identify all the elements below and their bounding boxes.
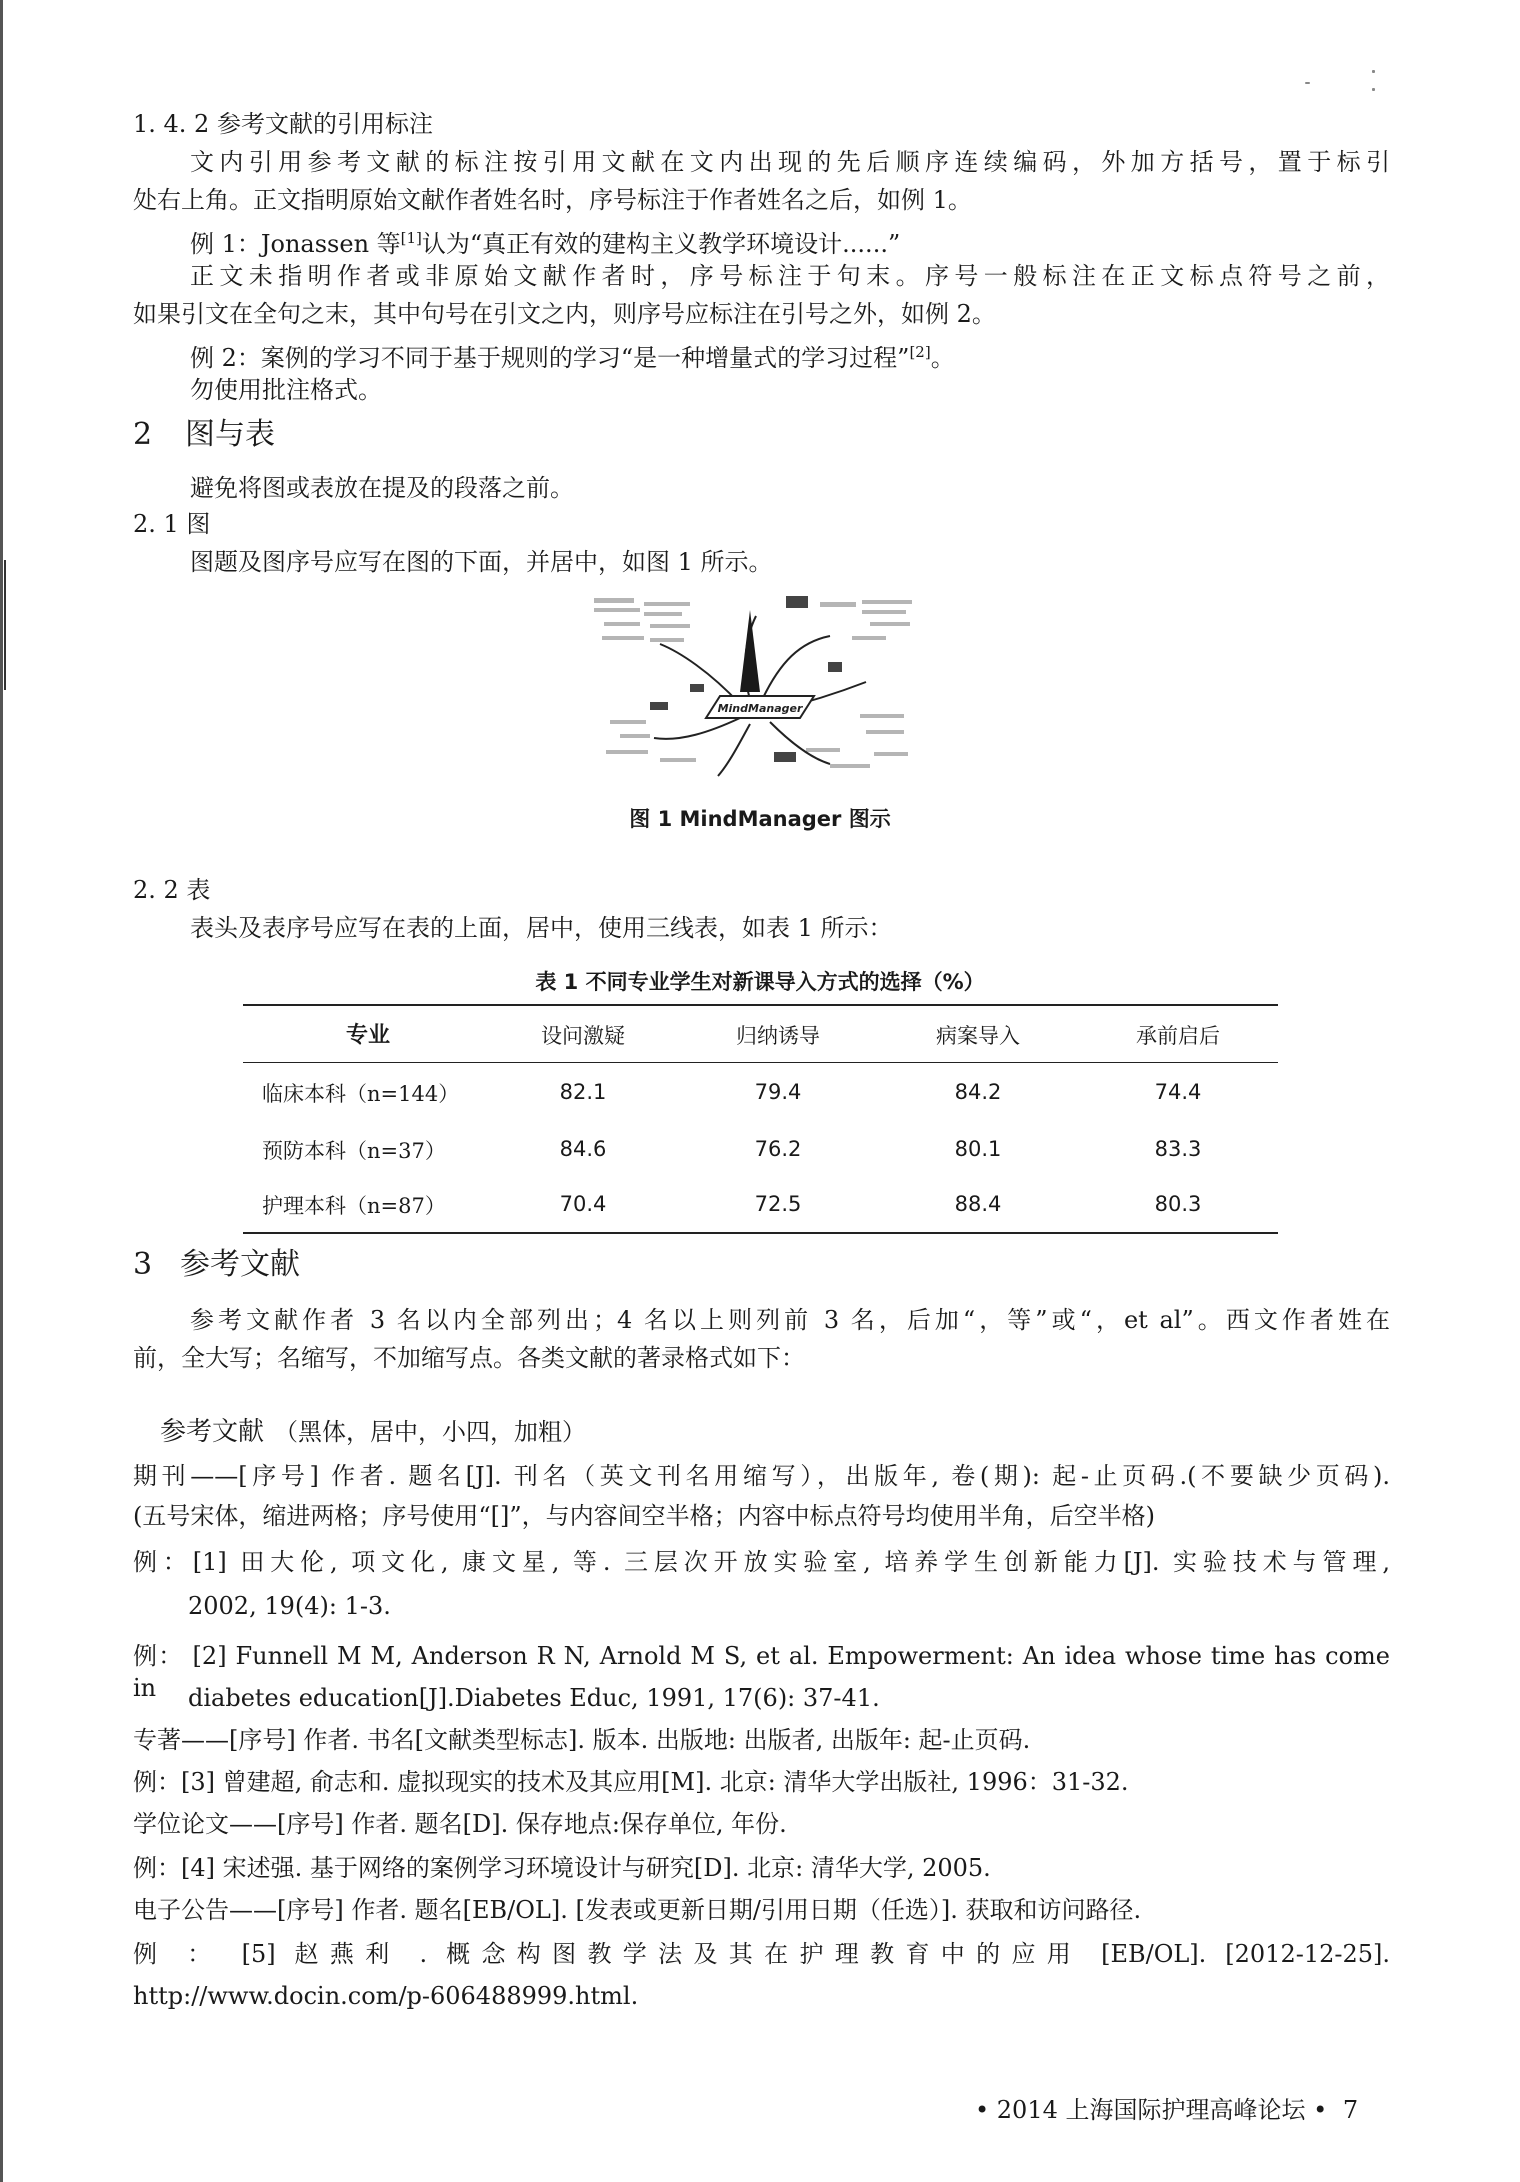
reference-example-3: 例：[3] 曾建超, 俞志和. 虚拟现实的技术及其应用[M]. 北京: 清华大学出版社, 1996：31-32. <box>133 1768 1129 1796</box>
section-heading-2-2: 2. 2 表 <box>133 876 211 904</box>
paragraph-line: 表头及表序号应写在表的上面，居中，使用三线表，如表 1 所示： <box>190 914 893 942</box>
figure-node <box>602 636 644 640</box>
figure-node <box>650 624 690 628</box>
paragraph-line: 如果引文在全句之末，其中句号在引文之内，则序号应标注在引号之外，如例 2。 <box>133 300 996 328</box>
paragraph-line: 正文未指明作者或非原始文献作者时，序号标注于句末。序号一般标注在正文标点符号之前， <box>190 262 1390 290</box>
mindmap-figure <box>590 592 920 782</box>
figure-icon <box>828 662 842 672</box>
figure-node <box>594 598 634 603</box>
table-cell: 83.3 <box>1154 1137 1202 1161</box>
table-header-cell: 归纳诱导 <box>736 1024 820 1048</box>
table-cell: 82.1 <box>559 1080 607 1104</box>
figure-icon <box>786 596 808 608</box>
figure-branch <box>718 724 750 776</box>
section-3-title: 参考文献 <box>180 1247 300 1282</box>
section-2-number: 2 <box>133 417 153 452</box>
table-header-cell: 承前启后 <box>1136 1024 1220 1048</box>
figure-icon <box>650 702 668 710</box>
journal-format-line: 期刊——[序号] 作者. 题名[J]. 刊名（英文刊名用缩写），出版年, 卷(期): 起-止页码.(不要缺少页码). <box>133 1462 1390 1490</box>
table-header-cell: 设问激疑 <box>541 1024 625 1048</box>
table-bottom-rule <box>243 1232 1278 1234</box>
example-2-end: 。 <box>930 344 955 372</box>
page-footer <box>975 2094 1358 2126</box>
example-2-text: 例 2：案例的学习不同于基于规则的学习“是一种增量式的学习过程” <box>190 344 910 372</box>
figure-caption: 图 1 MindManager 图示 <box>629 807 891 831</box>
paragraph-line: 图题及图序号应写在图的下面，并居中，如图 1 所示。 <box>190 548 773 576</box>
reference-example-5-url: http://www.docin.com/p-606488999.html. <box>133 1982 639 2010</box>
table-caption: 表 1 不同专业学生对新课导入方式的选择（%） <box>535 970 985 994</box>
reference-example-1: 例：[1] 田大伦, 项文化, 康文星, 等. 三层次开放实验室, 培养学生创新能力[J]. 实验技术与管理, <box>133 1548 1390 1576</box>
electronic-format-line: 电子公告——[序号] 作者. 题名[EB/OL]. [发表或更新日期/引用日期（任选）]. 获取和访问路径. <box>133 1896 1142 1924</box>
paragraph-line: 文内引用参考文献的标注按引用文献在文内出现的先后顺序连续编码，外加方括号，置于标引 <box>190 148 1390 176</box>
reference-example-1-cont: 2002, 19(4): 1-3. <box>188 1592 391 1620</box>
table-cell: 72.5 <box>754 1192 802 1216</box>
figure-node <box>606 750 648 754</box>
scan-edge-mark <box>4 560 6 690</box>
monograph-format-line: 专著——[序号] 作者. 书名[文献类型标志]. 版本. 出版地: 出版者, 出版年: 起-止页码. <box>133 1726 1031 1754</box>
thesis-format-line: 学位论文——[序号] 作者. 题名[D]. 保存地点:保存单位, 年份. <box>133 1810 787 1838</box>
figure-node <box>594 608 640 612</box>
example-1 <box>190 222 900 260</box>
figure-node <box>860 714 904 718</box>
references-title: 参考文献 <box>160 1417 265 1447</box>
table-top-rule <box>243 1004 1278 1006</box>
reference-example-2: 例： [2] Funnell M M, Anderson R N, Arnold M S, et al. Empowerment: An idea whose time has come in <box>133 1642 1390 1702</box>
table-cell: 70.4 <box>559 1192 607 1216</box>
table-cell: 88.4 <box>954 1192 1002 1216</box>
figure-node <box>852 636 886 640</box>
figure-node <box>820 602 856 607</box>
figure-node <box>866 730 904 734</box>
references-title-line <box>160 1416 586 1448</box>
reference-example-2-cont: diabetes education[J].Diabetes Educ, 1991, 17(6): 37-41. <box>188 1684 880 1712</box>
table-cell: 80.1 <box>954 1137 1002 1161</box>
table-cell-major: 护理本科（n=87） <box>262 1194 446 1218</box>
note-line: 勿使用批注格式。 <box>190 376 382 404</box>
figure-branch <box>762 636 830 700</box>
figure-icon <box>690 684 704 692</box>
figure-node <box>870 622 910 626</box>
figure-branch <box>654 718 740 739</box>
table-header-cell: 病案导入 <box>936 1024 1020 1048</box>
reference-example-5: 例 ： [5] 赵燕利 . 概念构图教学法及其在护理教育中的应用 [EB/OL]. [2012-12-25]. <box>133 1940 1390 1968</box>
figure-node <box>874 752 908 756</box>
table-cell-major: 预防本科（n=37） <box>262 1139 446 1163</box>
paragraph-line: 参考文献作者 3 名以内全部列出；4 名以上则列前 3 名，后加“，等”或“，et al”。西文作者姓在 <box>190 1306 1390 1334</box>
figure-node <box>862 610 906 614</box>
figure-node <box>610 720 646 724</box>
example-2 <box>190 336 955 374</box>
paragraph-line: 处右上角。正文指明原始文献作者姓名时，序号标注于作者姓名之后，如例 1。 <box>133 186 972 214</box>
paragraph-line: 前，全大写；名缩写，不加缩写点。各类文献的著录格式如下： <box>133 1344 805 1372</box>
table-header-rule <box>243 1062 1278 1063</box>
example-1-prefix: 例 1：Jonassen 等 <box>190 230 401 258</box>
reference-example-4: 例：[4] 宋述强. 基于网络的案例学习环境设计与研究[D]. 北京: 清华大学, 2005. <box>133 1854 991 1882</box>
figure-node <box>620 734 650 738</box>
figure-node <box>644 602 690 606</box>
scan-speck <box>1372 70 1375 73</box>
figure-center-spike <box>740 610 760 692</box>
section-2-title: 图与表 <box>185 417 275 452</box>
journal-format-note: (五号宋体，缩进两格；序号使用“[]”，与内容间空半格；内容中标点符号均使用半角，后空半格) <box>133 1502 1155 1530</box>
example-1-suffix: 认为“真正有效的建构主义教学环境设计......” <box>421 230 901 258</box>
paragraph-line: 避免将图或表放在提及的段落之前。 <box>190 474 574 502</box>
scan-speck <box>1372 88 1375 91</box>
figure-center-label: MindManager <box>717 702 803 715</box>
table-cell: 79.4 <box>754 1080 802 1104</box>
figure-icon <box>774 752 796 762</box>
scan-speck <box>1305 82 1310 84</box>
figure-node <box>862 600 912 604</box>
table-cell: 80.3 <box>1154 1192 1202 1216</box>
table-cell: 76.2 <box>754 1137 802 1161</box>
table-cell: 74.4 <box>1154 1080 1202 1104</box>
table-header-cell: 专业 <box>345 1023 390 1048</box>
section-heading-1-4-2: 1. 4. 2 参考文献的引用标注 <box>133 110 433 138</box>
table-cell-major: 临床本科（n=144） <box>262 1082 460 1106</box>
table-cell: 84.2 <box>954 1080 1002 1104</box>
figure-node <box>660 758 696 762</box>
page-number: 7 <box>1342 2096 1359 2124</box>
footer-title: • 2014 上海国际护理高峰论坛 • <box>975 2096 1328 2124</box>
citation-superscript: [2] <box>909 343 931 361</box>
figure-node <box>806 748 840 752</box>
table-cell: 84.6 <box>559 1137 607 1161</box>
figure-node <box>604 622 640 626</box>
citation-superscript: [1] <box>400 229 422 247</box>
scan-edge <box>0 0 3 2182</box>
figure-node <box>644 612 682 616</box>
section-heading-2-1: 2. 1 图 <box>133 510 211 538</box>
figure-node <box>650 638 684 642</box>
section-3-number: 3 <box>133 1247 153 1282</box>
references-title-note: （黑体，居中，小四，加粗） <box>274 1418 587 1446</box>
figure-node <box>830 764 870 768</box>
